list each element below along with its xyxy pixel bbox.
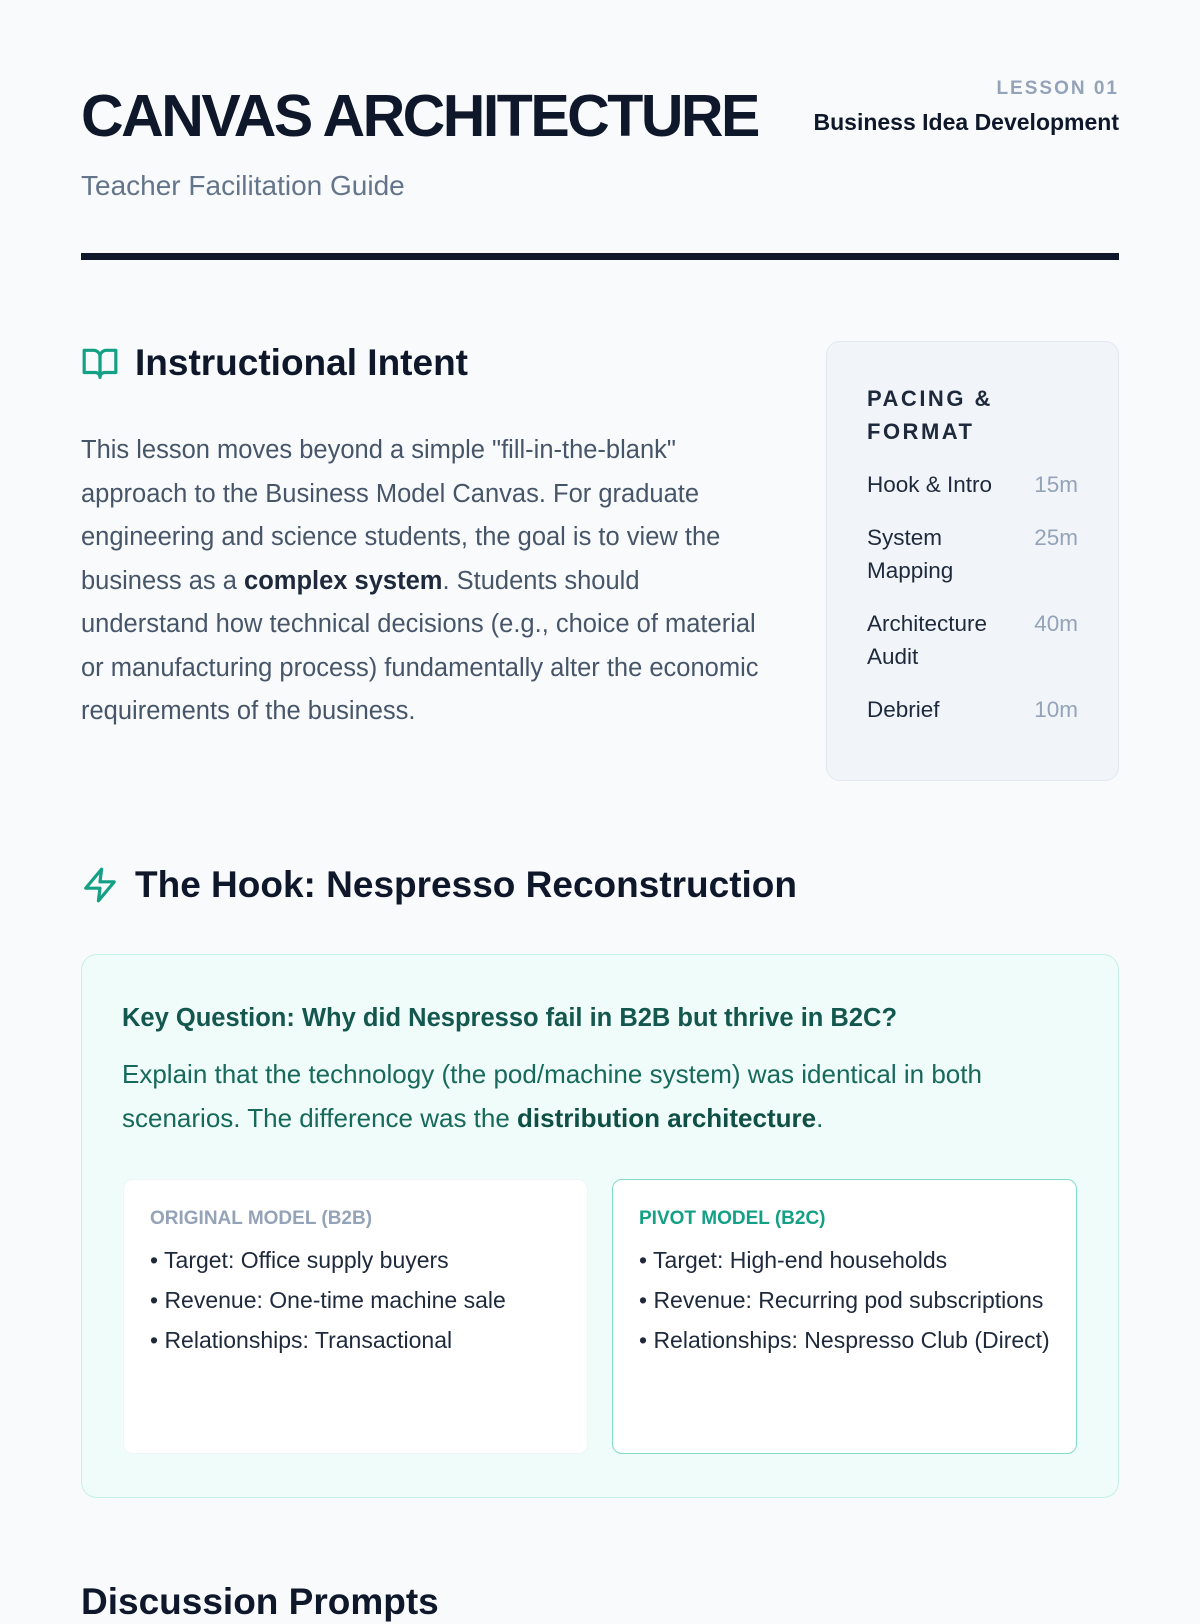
list-item: • Target: High-end households	[639, 1247, 948, 1273]
list-item: • Revenue: Recurring pod subscriptions	[639, 1287, 1044, 1313]
document-header	[81, 0, 1119, 260]
hook-text-bold: distribution architecture	[517, 1102, 817, 1133]
hook-card	[81, 954, 1119, 1498]
list-item: • Revenue: One-time machine sale	[150, 1287, 506, 1313]
page-subtitle: Teacher Facilitation Guide	[81, 170, 405, 201]
pacing-label: Debrief	[867, 697, 940, 722]
pacing-item	[867, 607, 1078, 673]
pivot-model-list	[639, 1244, 1050, 1357]
lesson-info	[814, 77, 1120, 136]
hook-heading: The Hook: Nespresso Reconstruction	[135, 864, 798, 905]
list-item: • Relationships: Nespresso Club (Direct)	[639, 1327, 1050, 1353]
header-divider	[81, 253, 1119, 260]
pacing-time: 40m	[1034, 611, 1078, 636]
pacing-card	[826, 341, 1119, 781]
pacing-label: Hook & Intro	[867, 472, 993, 497]
lesson-number: LESSON 01	[996, 78, 1119, 99]
intent-text-part-2: . Students should understand how technical decisions (e.g., choice of material or manufacturing process) fundamentally alter the economic requirements of the business.	[81, 566, 759, 725]
intent-paragraph	[81, 429, 761, 734]
intent-heading: Instructional Intent	[135, 342, 468, 383]
pacing-label: System Mapping	[867, 525, 954, 583]
pacing-item	[867, 468, 1078, 501]
pivot-model-box	[612, 1179, 1077, 1454]
pacing-time: 10m	[1034, 697, 1078, 722]
pacing-list	[867, 468, 1078, 726]
model-comparison	[123, 1179, 1077, 1454]
intent-heading-row	[81, 341, 761, 385]
book-open-icon	[81, 344, 119, 382]
intent-column	[81, 341, 761, 734]
hook-heading-row	[81, 863, 797, 907]
lightning-bolt-icon	[81, 866, 119, 904]
discussion-heading: Discussion Prompts	[81, 1581, 439, 1622]
pacing-time: 25m	[1034, 525, 1078, 550]
list-item: • Target: Office supply buyers	[150, 1247, 449, 1273]
key-question: Key Question: Why did Nespresso fail in B2B but thrive in B2C?	[122, 1004, 898, 1032]
hook-text-part-2: .	[816, 1102, 824, 1133]
original-model-label: ORIGINAL MODEL (B2B)	[150, 1208, 373, 1229]
pacing-item	[867, 521, 1078, 587]
pacing-item	[867, 693, 1078, 726]
intent-text-bold: complex system	[244, 566, 443, 595]
hook-text-part-1: Explain that the technology (the pod/machine system) was identical in both scenarios. The difference was the	[122, 1059, 982, 1133]
pacing-label: Architecture Audit	[867, 611, 988, 669]
pacing-time: 15m	[1034, 472, 1078, 497]
intent-text-part-1: This lesson moves beyond a simple "fill-in-the-blank" approach to the Business Model Canvas. For graduate engineering and science students, the goal is to view the business as a	[81, 436, 721, 595]
list-item: • Relationships: Transactional	[150, 1327, 453, 1353]
original-model-list	[150, 1244, 561, 1357]
pacing-title: PACING & FORMAT	[867, 386, 993, 444]
lesson-name: Business Idea Development	[813, 109, 1119, 135]
page-title: CANVAS ARCHITECTURE	[81, 83, 758, 149]
hook-paragraph	[122, 1053, 1078, 1140]
original-model-box	[123, 1179, 588, 1454]
pivot-model-label: PIVOT MODEL (B2C)	[639, 1208, 826, 1229]
intent-section	[81, 341, 1119, 781]
